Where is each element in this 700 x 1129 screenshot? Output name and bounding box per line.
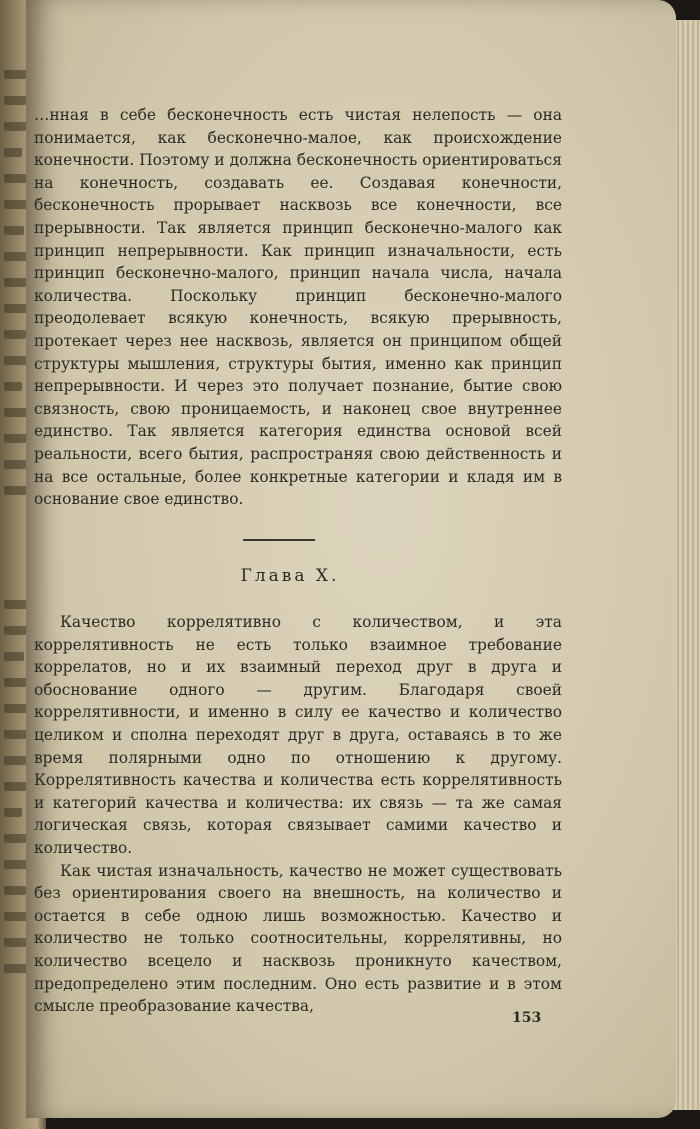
body-text-top xyxy=(34,104,562,511)
book-page xyxy=(26,0,676,1118)
paragraph-3: Как чистая изначальность, качество не может существовать без ориентирования своего на внешность, на количество и остается в себе одною лишь возможностью. Качество и количество не только соотносительны, коррелятивны, но количество всецело и насквозь проникнуто качеством, предопределено этим последним. Оно есть развитие и в этом смысле преобразование качества, xyxy=(34,861,562,1016)
page-number: 153 xyxy=(512,1010,542,1026)
body-text-chapter xyxy=(34,611,562,1018)
paragraph-2: Качество коррелятивно с количеством, и эта коррелятивность не есть только взаимное требование коррелатов, но и их взаимный переход друг в друга и обоснование одного — другим. Благодаря своей коррелятивности, и именно в силу ее качество и количество целиком и сполна переходят друг в друга, оставаясь в то же время полярными одно по отношению к другому. Коррелятивность качества и количества есть коррелятивность и категорий качества и количества: их связь — та же самая логическая связь, которая связывает самими качество и количество. xyxy=(34,613,562,857)
chapter-heading: Глава X. xyxy=(240,566,340,586)
paragraph-1: …нная в себе бесконечность есть чистая нелепость — она понимается, как бесконечно-малое, как происхождение конечности. Поэтому и должна бесконечность ориентироваться на конечность, создавать ее. Создавая конечности, бесконечность прорывает насквозь все конечности, все прерывности. Так является принцип бесконечно-малого как принцип непрерывности. Как принцип изначальности, есть принцип бесконечно-малого, принцип начала числа, начала количества. Поскольку принцип бесконечно-малого преодолевает всякую конечность, всякую прерывность, протекает через нее насквозь, является он принципом общей структуры мышления, структуры бытия, именно как принцип непрерывности. И через это получает познание, бытие свою связность, свою проницаемость, и наконец свое внутреннее единство. Так является категория единства основой всей реальности, всего бытия, распространяя свою действенность и на все остальные, более конкретные категории и кладя им в основание свое единство. xyxy=(34,106,562,509)
section-divider xyxy=(243,539,315,541)
